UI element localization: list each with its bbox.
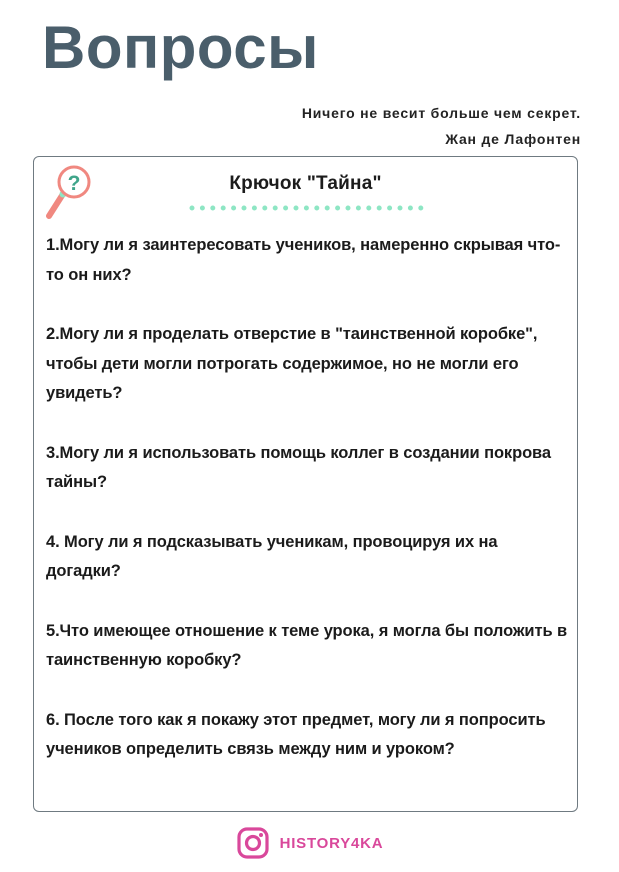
svg-text:?: ? [67,172,81,195]
question-item: 4. Могу ли я подсказывать ученикам, провоцируя их на догадки? [46,532,498,580]
question-item: 6. После того как я покажу этот предмет, могу ли я попросить учеников определить связь между ним и уроком? [46,710,546,758]
quote-text: Ничего не весит больше чем секрет. [301,105,581,121]
question-item: 2.Могу ли я проделать отверстие в "таинственной коробке", чтобы дети могли потрогать содержимое, но не могли его увидеть? [46,325,538,402]
question-item: 3.Могу ли я использовать помощь коллег в создании покрова тайны? [46,443,551,491]
question-list [46,231,571,765]
questions-card [33,156,578,812]
page-title: Вопросы [42,14,319,81]
question-item: 1.Могу ли я заинтересовать учеников, намеренно скрывая что-то он них? [46,236,561,284]
dotted-divider [189,203,434,213]
footer [0,826,619,860]
instagram-handle[interactable]: HISTORY4KA [279,834,384,852]
question-item: 5.Что имеющее отношение к теме урока, я могла бы положить в таинственную коробку? [46,621,568,669]
epigraph [302,100,581,152]
quote-author: Жан де Лафонтен [445,131,581,147]
card-title: Крючок "Тайна" [229,173,382,194]
instagram-icon[interactable] [236,826,270,860]
